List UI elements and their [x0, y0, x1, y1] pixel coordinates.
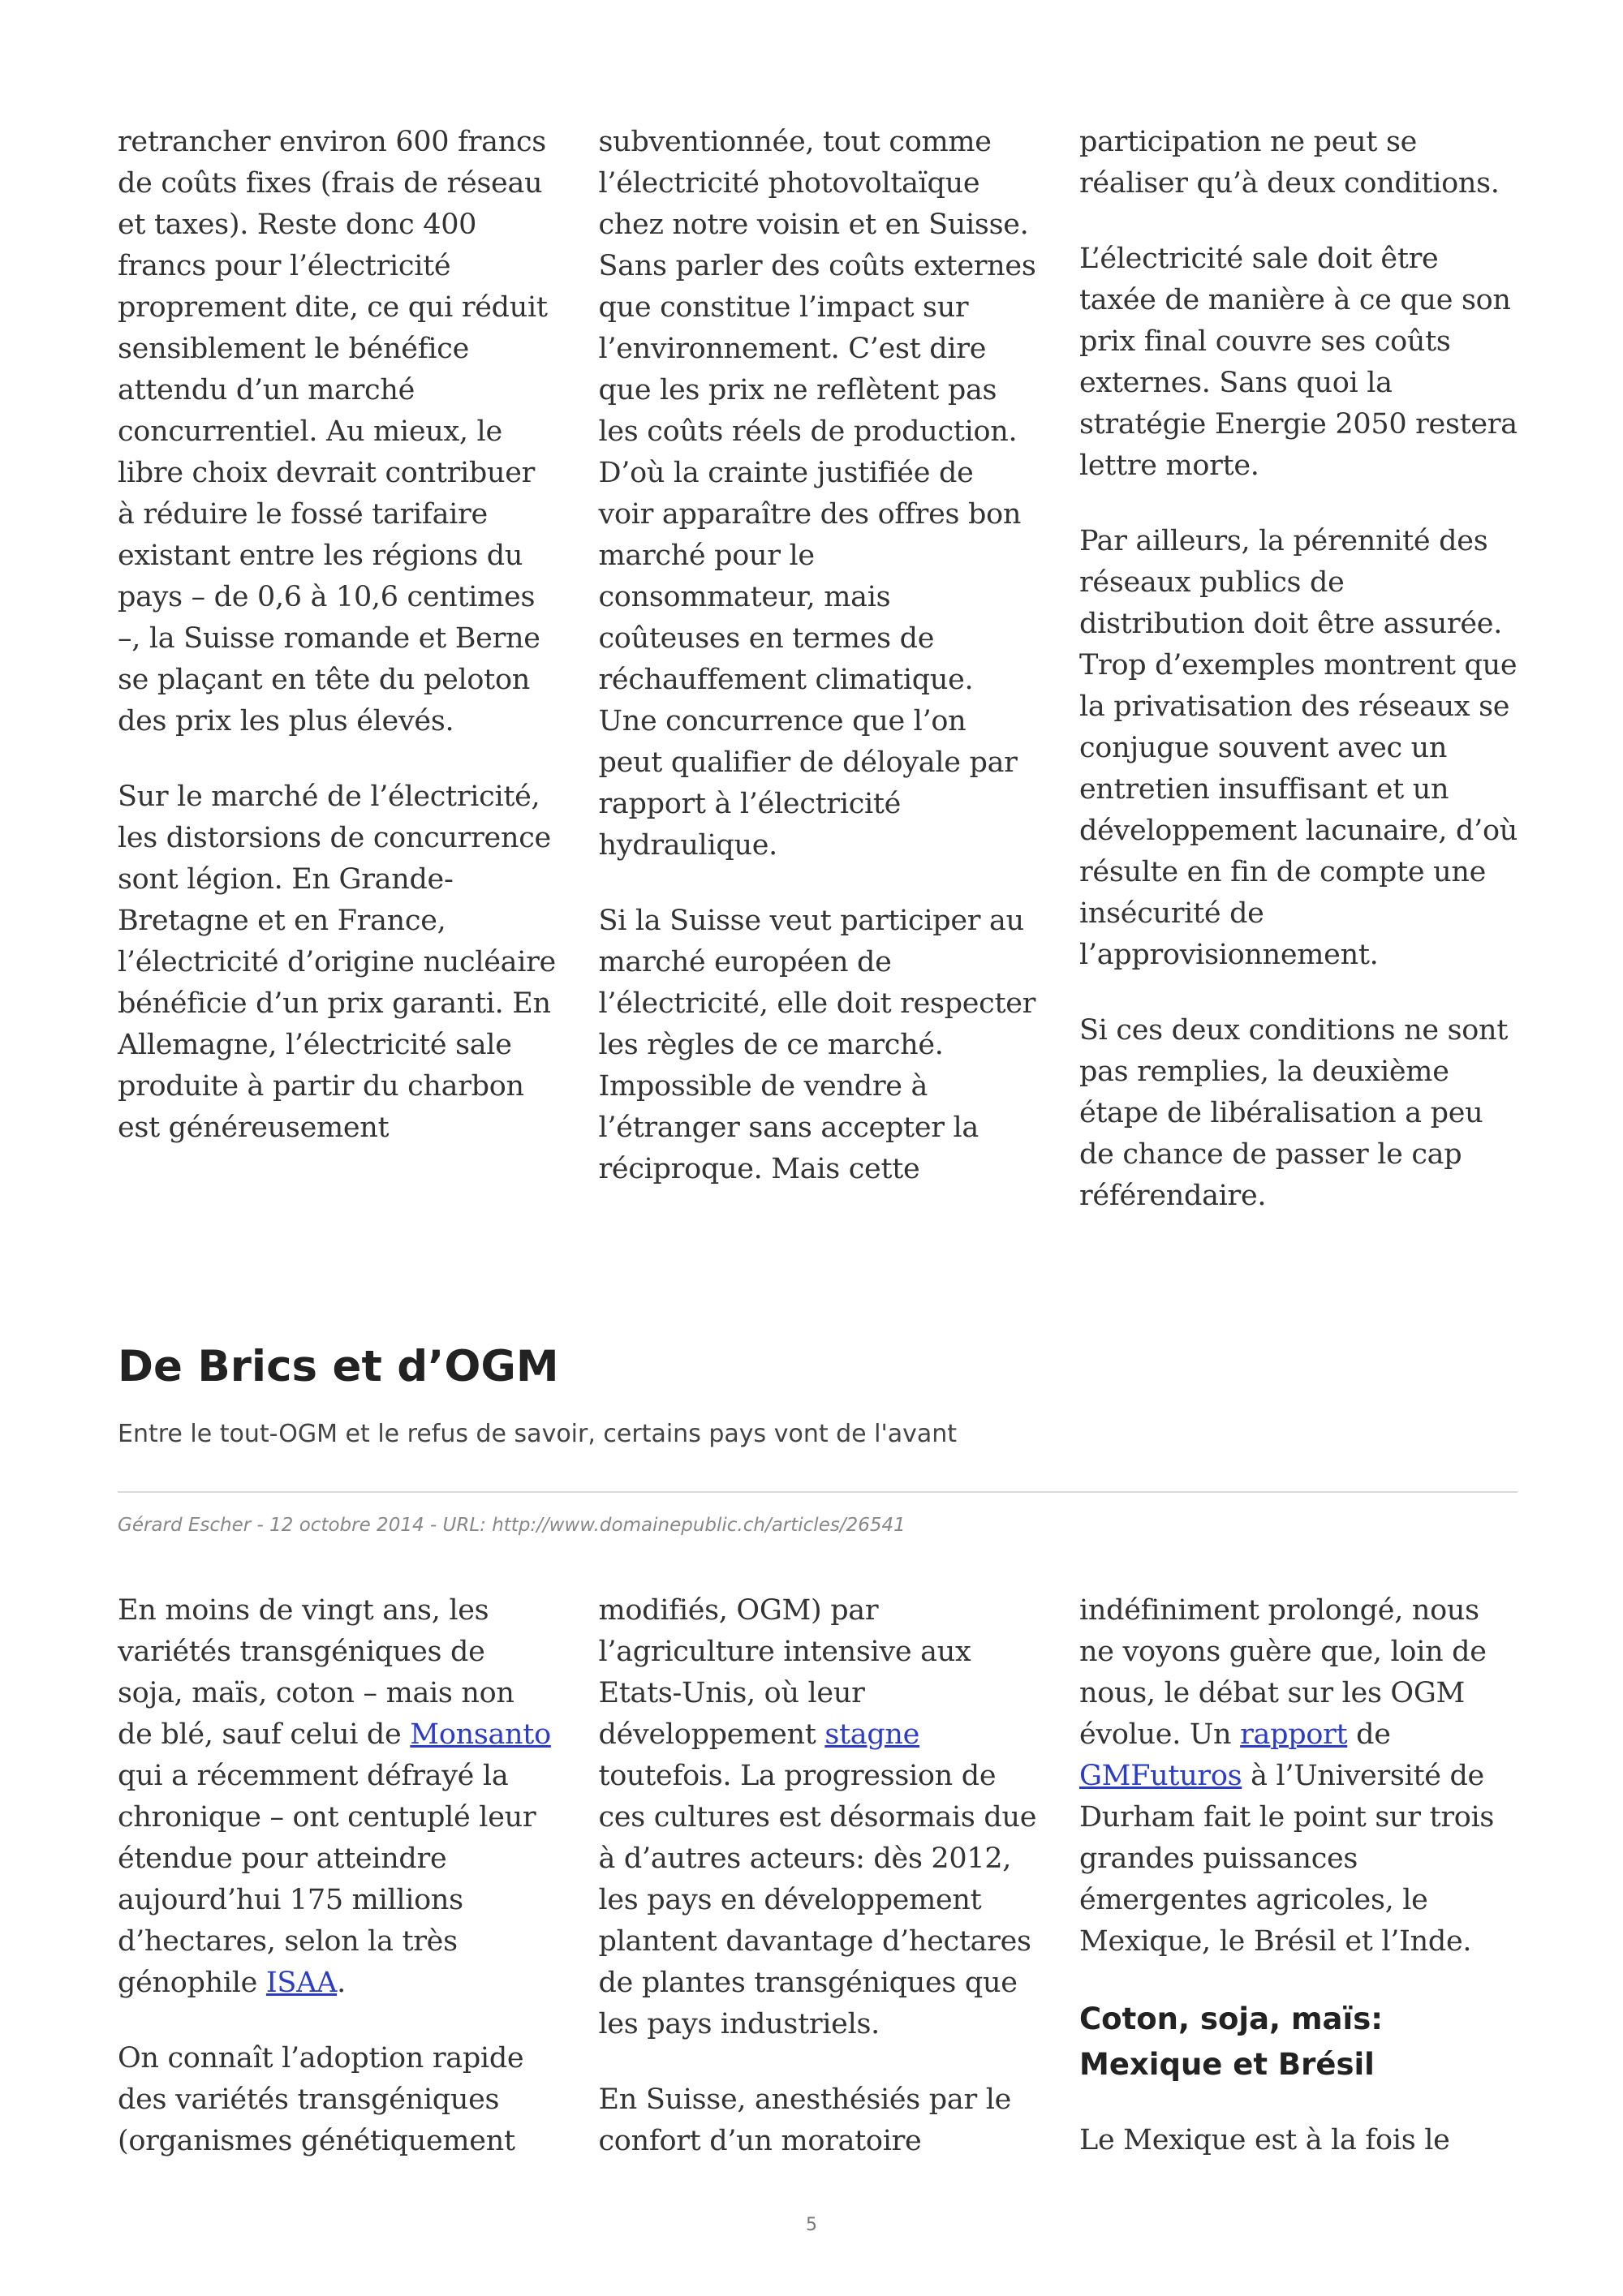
article-subtitle: Entre le tout-OGM et le refus de savoir, certains pays vont de l'avant [118, 1420, 958, 1448]
text: modifiés, OGM) par l’agriculture intensive aux Etats-Unis, où leur développement [598, 1594, 971, 1751]
paragraph [1079, 1590, 1518, 1963]
paragraph: L’électricité sale doit être taxée de manière à ce que son prix final couvre ses coûts externes. Sans quoi la stratégie Energie 2050 restera lettre morte. [1079, 243, 1518, 482]
text: à l’Université de Durham fait le point sur trois grandes puissances émergentes agricoles, le Mexique, le Brésil et l’Inde. [1079, 1760, 1495, 1958]
article-columns [118, 1590, 1518, 2162]
section-heading: Coton, soja, maïs: Mexique et Brésil [1079, 2001, 1384, 2082]
column-2 [599, 1590, 1037, 2162]
column-3 [1079, 122, 1518, 1217]
text: indéfiniment prolongé, nous ne voyons guère que, loin de nous, le débat sur les OGM évolue. Un [1079, 1594, 1487, 1751]
paragraph: retrancher environ 600 francs de coûts fixes (frais de réseau et taxes). Reste donc 400 francs pour l’électricité proprement dite, ce qui réduit sensiblement le bénéfice attendu d’un marché concurrentiel. Au mieux, le libre choix devrait contribuer à réduire le fossé tarifaire existant entre les régions du pays – de 0,6 à 10,6 centimes –, la Suisse romande et Berne se plaçant en tête du peloton des prix les plus élevés. [118, 126, 548, 737]
text: En moins de vingt ans, les variétés transgéniques de soja, maïs, coton – mais non de blé, sauf celui de [118, 1594, 514, 1751]
article-byline: Gérard Escher - 12 octobre 2014 - URL: http://www.domainepublic.ch/articles/26541 [118, 1515, 906, 1536]
gmfuturos-link[interactable]: GMFuturos [1079, 1760, 1242, 1792]
column-1 [118, 1590, 556, 2162]
previous-article-columns [118, 122, 1518, 1217]
paragraph: participation ne peut se réaliser qu’à deux conditions. [1079, 126, 1500, 200]
paragraph: Le Mexique est à la fois le [1079, 2124, 1450, 2156]
paragraph: subventionnée, tout comme l’électricité photovoltaïque chez notre voisin et en Suisse. Sans parler des coûts externes que constitue l’impact sur l’environnement. C’est dire que les prix ne reflètent pas les coûts réels de production. D’où la crainte justifiée de voir apparaître des offres bon marché pour le consommateur, mais coûteuses en termes de réchauffement climatique. Une concurrence que l’on peut qualifier de déloyale par rapport à l’électricité hydraulique. [598, 126, 1036, 862]
column-3 [1079, 1590, 1518, 2162]
column-2 [599, 122, 1037, 1217]
paragraph: Si ces deux conditions ne sont pas remplies, la deuxième étape de libéralisation a peu de chance de passer le cap référendaire. [1079, 1014, 1509, 1212]
isaa-link[interactable]: ISAA [265, 1967, 338, 1999]
paragraph [599, 1590, 1037, 2045]
paragraph: On connaît l’adoption rapide des variétés transgéniques (organismes génétiquement [118, 2042, 524, 2157]
rapport-link[interactable]: rapport [1240, 1718, 1348, 1751]
stagne-link[interactable]: stagne [824, 1718, 920, 1751]
article-title: De Brics et d’OGM [118, 1342, 559, 1391]
paragraph [118, 1590, 556, 2004]
header-divider [118, 1491, 1518, 1493]
text: qui a récemment défrayé la chronique – ont centuplé leur étendue pour atteindre aujourd’hui 175 millions d’hectares, selon la très génophile [118, 1760, 536, 1999]
paragraph: En Suisse, anesthésiés par le confort d’un moratoire [598, 2083, 1012, 2157]
monsanto-link[interactable]: Monsanto [410, 1718, 551, 1751]
paragraph: Sur le marché de l’électricité, les distorsions de concurrence sont légion. En Grande-Bretagne et en France, l’électricité d’origine nucléaire bénéficie d’un prix garanti. En Allemagne, l’électricité sale produite à partir du charbon est généreusement [118, 780, 556, 1144]
page-number: 5 [806, 2215, 817, 2235]
text: de [1347, 1718, 1391, 1751]
paragraph: Par ailleurs, la pérennité des réseaux publics de distribution doit être assurée. Trop d’exemples montrent que la privatisation des réseaux se conjugue souvent avec un entretien insuffisant et un développement lacunaire, d’où résulte en fin de compte une insécurité de l’approvisionnement. [1079, 525, 1518, 971]
text: . [337, 1967, 346, 1999]
column-1 [118, 122, 556, 1217]
paragraph: Si la Suisse veut participer au marché européen de l’électricité, elle doit respecter les règles de ce marché. Impossible de vendre à l’étranger sans accepter la réciproque. Mais cette [598, 905, 1036, 1185]
text: toutefois. La progression de ces cultures est désormais due à d’autres acteurs: dès 2012, les pays en développement plantent davantage d’hectares de plantes transgéniques que les pays industriels. [598, 1760, 1037, 2040]
